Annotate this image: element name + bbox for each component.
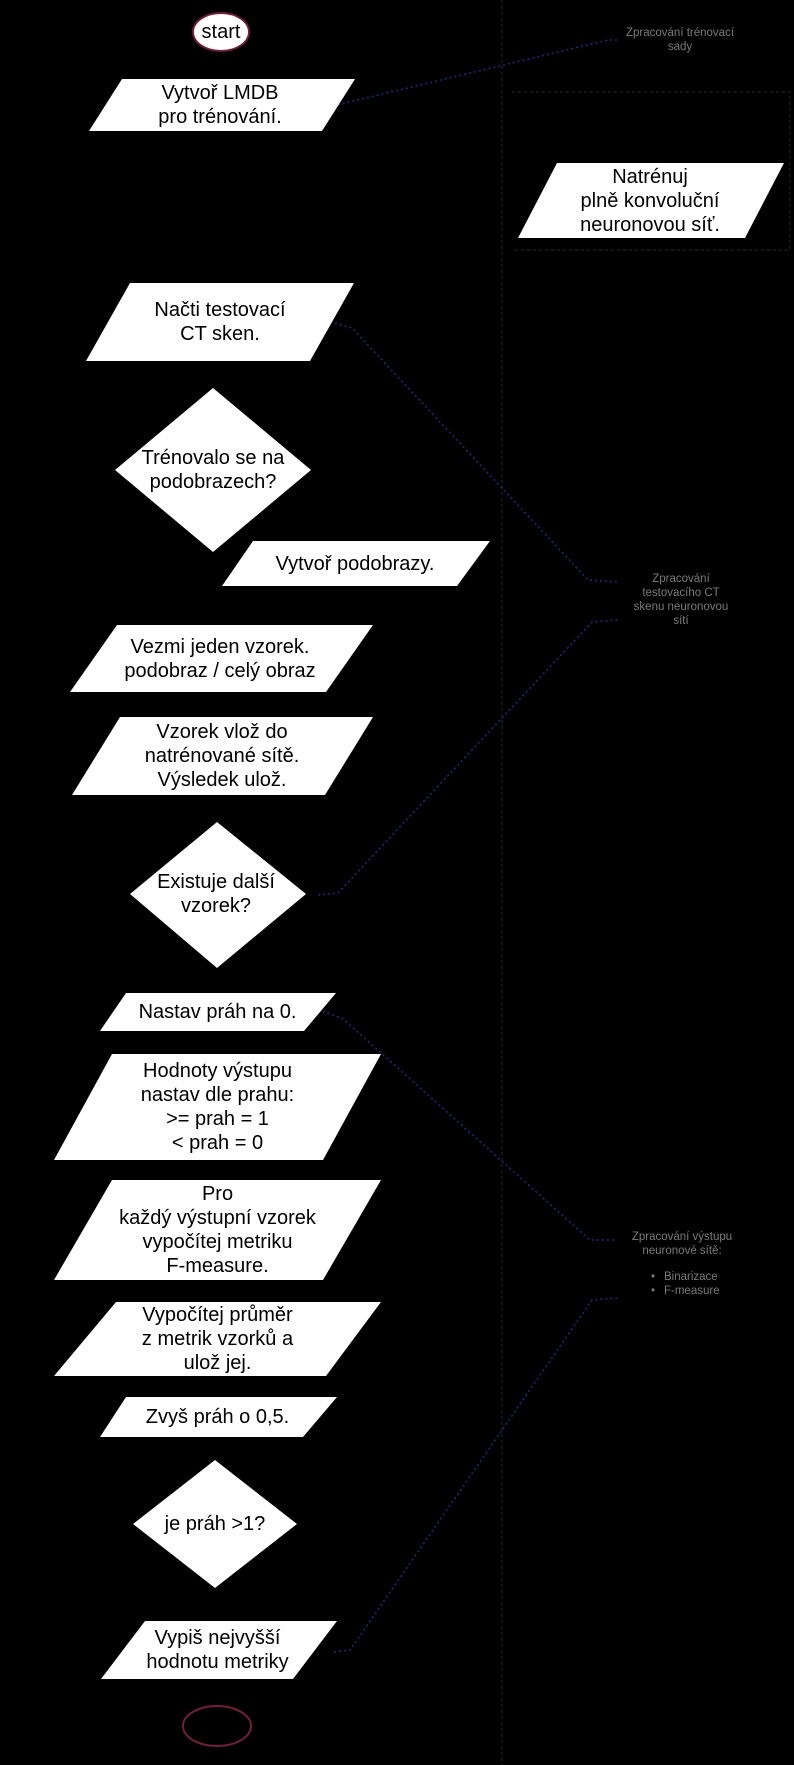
threshold-outputs-label: Hodnoty výstupu nastav dle prahu: >= prah = 1 < prah = 0 <box>140 1060 295 1154</box>
trained-on-subimages-label: Trénovalo se na podobrazech? <box>141 447 285 493</box>
end-terminal <box>183 1706 251 1746</box>
note-test-ct: Zpracování testovacího CT skenu neuronovou sítí <box>633 573 729 627</box>
take-sample-label: Vezmi jeden vzorek. podobraz / celý obraz <box>124 636 316 682</box>
threshold-check-label: je práh >1? <box>164 1513 266 1535</box>
print-best-label: Vypiš nejvyšší hodnotu metriky <box>146 1627 289 1673</box>
note-connector-training <box>328 40 618 107</box>
note-connector-output-lower <box>334 1298 618 1652</box>
note-output-item: • Binarizace <box>642 1270 752 1284</box>
start-label: start <box>201 21 241 43</box>
compute-average-label: Vypočítej průměr z metrik vzorků a ulož jej. <box>141 1304 294 1374</box>
feed-sample-label: Vzorek vlož do natrénované sítě. Výsledek ulož. <box>144 721 300 791</box>
note-output-item: • F-measure <box>642 1284 752 1298</box>
compute-fmeasure-label: Pro každý výstupní vzorek vypočítej metriku F-measure. <box>119 1183 316 1277</box>
note-output-list <box>642 1270 752 1298</box>
set-threshold-label: Nastav práh na 0. <box>138 1001 297 1023</box>
load-test-ct-label: Načti testovací CT sken. <box>154 299 286 345</box>
note-training-set: Zpracování trénovací sady <box>625 27 735 53</box>
another-sample-label: Existuje další vzorek? <box>157 871 275 917</box>
create-lmdb-label: Vytvoř LMDB pro trénování. <box>158 82 282 128</box>
note-connector-test-ct-lower <box>318 620 618 895</box>
increase-threshold-label: Zvyš práh o 0,5. <box>145 1406 290 1428</box>
create-subimages-label: Vytvoř podobrazy. <box>275 553 435 575</box>
train-network-label: Natrénuj plně konvoluční neuronovou síť. <box>580 166 720 236</box>
note-output-title: Zpracování výstupu neuronové sítě: <box>631 1231 733 1257</box>
